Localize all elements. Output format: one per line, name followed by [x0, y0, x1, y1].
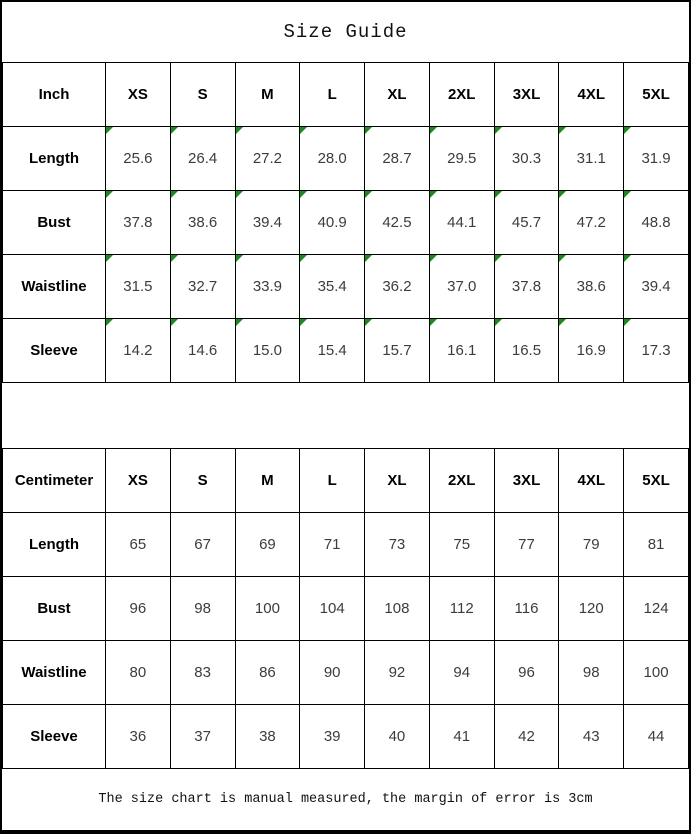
cell-text: 26.4	[188, 150, 218, 167]
size-value-cell	[300, 255, 365, 319]
table-row	[3, 127, 689, 191]
cell-text: 38.6	[188, 214, 218, 231]
cell-flag-icon	[300, 191, 307, 198]
cell-flag-icon	[495, 255, 502, 262]
cell-flag-icon	[236, 255, 243, 262]
cell-flag-icon	[624, 255, 631, 262]
size-value-cell: 94	[429, 641, 494, 705]
size-value-cell	[106, 319, 171, 383]
size-value-cell: 44	[624, 705, 689, 769]
size-column-header: S	[170, 63, 235, 127]
cell-text: 38.6	[576, 278, 606, 295]
size-column-header: M	[235, 63, 300, 127]
cell-text: 32.7	[188, 278, 218, 295]
size-value-cell	[559, 191, 624, 255]
size-value-cell	[365, 255, 430, 319]
cell-flag-icon	[430, 191, 437, 198]
size-value-cell	[235, 319, 300, 383]
cell-text: 15.0	[252, 342, 283, 359]
cell-text: 37.0	[447, 278, 477, 295]
table-row	[3, 255, 689, 319]
centimeter-size-table	[2, 448, 689, 769]
size-value-cell	[235, 127, 300, 191]
size-column-header: 4XL	[559, 449, 624, 513]
size-value-cell	[235, 191, 300, 255]
cell-text: 31.1	[576, 150, 606, 167]
page-title: Size Guide	[283, 21, 408, 43]
size-column-header: 4XL	[559, 63, 624, 127]
cell-text: 39.4	[641, 278, 671, 295]
size-value-cell: 71	[300, 513, 365, 577]
size-value-cell	[300, 319, 365, 383]
size-value-cell: 67	[170, 513, 235, 577]
measurement-label: Length	[3, 513, 106, 577]
table-row	[3, 513, 689, 577]
size-value-cell	[559, 255, 624, 319]
inch-size-table	[2, 62, 689, 383]
cell-flag-icon	[106, 319, 113, 326]
cell-text: 28.0	[317, 150, 347, 167]
size-value-cell: 81	[624, 513, 689, 577]
cell-flag-icon	[365, 191, 372, 198]
table-spacer	[2, 383, 689, 448]
size-value-cell: 98	[170, 577, 235, 641]
cell-flag-icon	[624, 127, 631, 134]
size-value-cell	[300, 127, 365, 191]
cm-header-row	[3, 449, 689, 513]
cell-text: 17.3	[641, 342, 671, 359]
size-value-cell	[365, 191, 430, 255]
size-value-cell: 90	[300, 641, 365, 705]
size-value-cell	[170, 319, 235, 383]
cell-flag-icon	[624, 191, 631, 198]
size-column-header: 5XL	[624, 63, 689, 127]
size-value-cell	[429, 255, 494, 319]
cell-flag-icon	[559, 127, 566, 134]
size-value-cell	[494, 191, 559, 255]
cell-flag-icon	[430, 319, 437, 326]
size-value-cell	[106, 127, 171, 191]
cell-text: 37.8	[511, 278, 542, 295]
cell-flag-icon	[236, 127, 243, 134]
size-value-cell: 75	[429, 513, 494, 577]
size-column-header: L	[300, 63, 365, 127]
size-value-cell	[559, 127, 624, 191]
size-value-cell	[624, 255, 689, 319]
cell-text: 28.7	[382, 150, 412, 167]
measurement-label: Bust	[3, 577, 106, 641]
measurement-label: Sleeve	[3, 319, 106, 383]
size-value-cell	[429, 191, 494, 255]
cell-flag-icon	[559, 255, 566, 262]
cell-flag-icon	[106, 127, 113, 134]
size-value-cell: 116	[494, 577, 559, 641]
size-column-header: 3XL	[494, 63, 559, 127]
size-value-cell	[494, 319, 559, 383]
table-row	[3, 641, 689, 705]
size-value-cell	[559, 319, 624, 383]
size-column-header: 2XL	[429, 449, 494, 513]
size-value-cell: 96	[106, 577, 171, 641]
unit-header-centimeter: Centimeter	[3, 449, 106, 513]
size-value-cell: 83	[170, 641, 235, 705]
cell-text: 35.4	[317, 278, 347, 295]
size-value-cell	[106, 191, 171, 255]
cell-flag-icon	[430, 127, 437, 134]
size-value-cell: 77	[494, 513, 559, 577]
cell-flag-icon	[495, 127, 502, 134]
cell-flag-icon	[624, 319, 631, 326]
unit-header-inch: Inch	[3, 63, 106, 127]
cell-text: 16.5	[511, 342, 542, 359]
size-value-cell: 37	[170, 705, 235, 769]
size-value-cell: 112	[429, 577, 494, 641]
size-value-cell: 104	[300, 577, 365, 641]
size-column-header: S	[170, 449, 235, 513]
size-value-cell: 79	[559, 513, 624, 577]
size-value-cell	[624, 319, 689, 383]
cell-text: 25.6	[123, 150, 153, 167]
cell-text: 44.1	[447, 214, 477, 231]
cell-flag-icon	[300, 127, 307, 134]
cell-flag-icon	[365, 255, 372, 262]
cell-flag-icon	[236, 319, 243, 326]
cell-text: 16.9	[576, 342, 606, 359]
measurement-label: Waistline	[3, 641, 106, 705]
size-column-header: XS	[106, 63, 171, 127]
size-value-cell	[235, 255, 300, 319]
measurement-label: Length	[3, 127, 106, 191]
cell-flag-icon	[106, 255, 113, 262]
size-value-cell: 92	[365, 641, 430, 705]
cell-text: 30.3	[511, 150, 542, 167]
size-value-cell	[170, 191, 235, 255]
cell-text: 27.2	[252, 150, 283, 167]
size-value-cell	[170, 127, 235, 191]
cell-text: 33.9	[252, 278, 283, 295]
size-column-header: XL	[365, 63, 430, 127]
footer-note: The size chart is manual measured, the margin of error is 3cm	[98, 792, 593, 807]
table-row	[3, 319, 689, 383]
size-value-cell: 36	[106, 705, 171, 769]
table-row	[3, 705, 689, 769]
size-value-cell	[429, 127, 494, 191]
cell-text: 15.7	[382, 342, 412, 359]
size-value-cell	[106, 255, 171, 319]
size-value-cell	[365, 319, 430, 383]
size-value-cell: 98	[559, 641, 624, 705]
cell-flag-icon	[300, 319, 307, 326]
cell-text: 37.8	[123, 214, 153, 231]
size-value-cell	[365, 127, 430, 191]
size-value-cell: 39	[300, 705, 365, 769]
size-value-cell: 96	[494, 641, 559, 705]
cell-flag-icon	[365, 127, 372, 134]
size-value-cell: 86	[235, 641, 300, 705]
size-value-cell: 73	[365, 513, 430, 577]
size-value-cell	[494, 127, 559, 191]
cell-text: 36.2	[382, 278, 412, 295]
size-value-cell: 38	[235, 705, 300, 769]
size-value-cell	[300, 191, 365, 255]
cell-text: 48.8	[641, 214, 671, 231]
size-column-header: L	[300, 449, 365, 513]
cell-text: 42.5	[382, 214, 412, 231]
size-value-cell	[429, 319, 494, 383]
cell-flag-icon	[495, 191, 502, 198]
cell-text: 39.4	[252, 214, 283, 231]
cell-text: 14.6	[188, 342, 218, 359]
measurement-label: Waistline	[3, 255, 106, 319]
size-value-cell: 42	[494, 705, 559, 769]
table-row	[3, 191, 689, 255]
cell-text: 31.5	[123, 278, 153, 295]
table-row	[3, 577, 689, 641]
cell-flag-icon	[171, 191, 178, 198]
cell-text: 31.9	[641, 150, 671, 167]
size-value-cell: 43	[559, 705, 624, 769]
cell-text: 16.1	[447, 342, 477, 359]
cell-text: 14.2	[123, 342, 153, 359]
size-value-cell: 108	[365, 577, 430, 641]
size-value-cell: 100	[235, 577, 300, 641]
size-value-cell: 100	[624, 641, 689, 705]
size-value-cell	[624, 127, 689, 191]
cell-flag-icon	[106, 191, 113, 198]
size-column-header: 2XL	[429, 63, 494, 127]
size-value-cell: 65	[106, 513, 171, 577]
size-value-cell	[494, 255, 559, 319]
size-value-cell: 69	[235, 513, 300, 577]
size-value-cell	[170, 255, 235, 319]
cell-text: 47.2	[576, 214, 606, 231]
cell-text: 29.5	[447, 150, 477, 167]
size-value-cell: 120	[559, 577, 624, 641]
cell-flag-icon	[171, 127, 178, 134]
cell-flag-icon	[495, 319, 502, 326]
cell-flag-icon	[430, 255, 437, 262]
cell-flag-icon	[559, 191, 566, 198]
size-value-cell: 80	[106, 641, 171, 705]
size-value-cell: 124	[624, 577, 689, 641]
measurement-label: Sleeve	[3, 705, 106, 769]
inch-header-row	[3, 63, 689, 127]
size-value-cell	[624, 191, 689, 255]
size-value-cell: 41	[429, 705, 494, 769]
size-column-header: XL	[365, 449, 430, 513]
measurement-label: Bust	[3, 191, 106, 255]
cell-flag-icon	[236, 191, 243, 198]
cell-flag-icon	[559, 319, 566, 326]
size-column-header: XS	[106, 449, 171, 513]
size-column-header: 3XL	[494, 449, 559, 513]
cell-text: 45.7	[511, 214, 542, 231]
cell-flag-icon	[300, 255, 307, 262]
size-column-header: 5XL	[624, 449, 689, 513]
size-column-header: M	[235, 449, 300, 513]
cell-flag-icon	[171, 255, 178, 262]
cell-flag-icon	[365, 319, 372, 326]
size-value-cell: 40	[365, 705, 430, 769]
cell-flag-icon	[171, 319, 178, 326]
cell-text: 40.9	[317, 214, 347, 231]
cell-text: 15.4	[317, 342, 347, 359]
